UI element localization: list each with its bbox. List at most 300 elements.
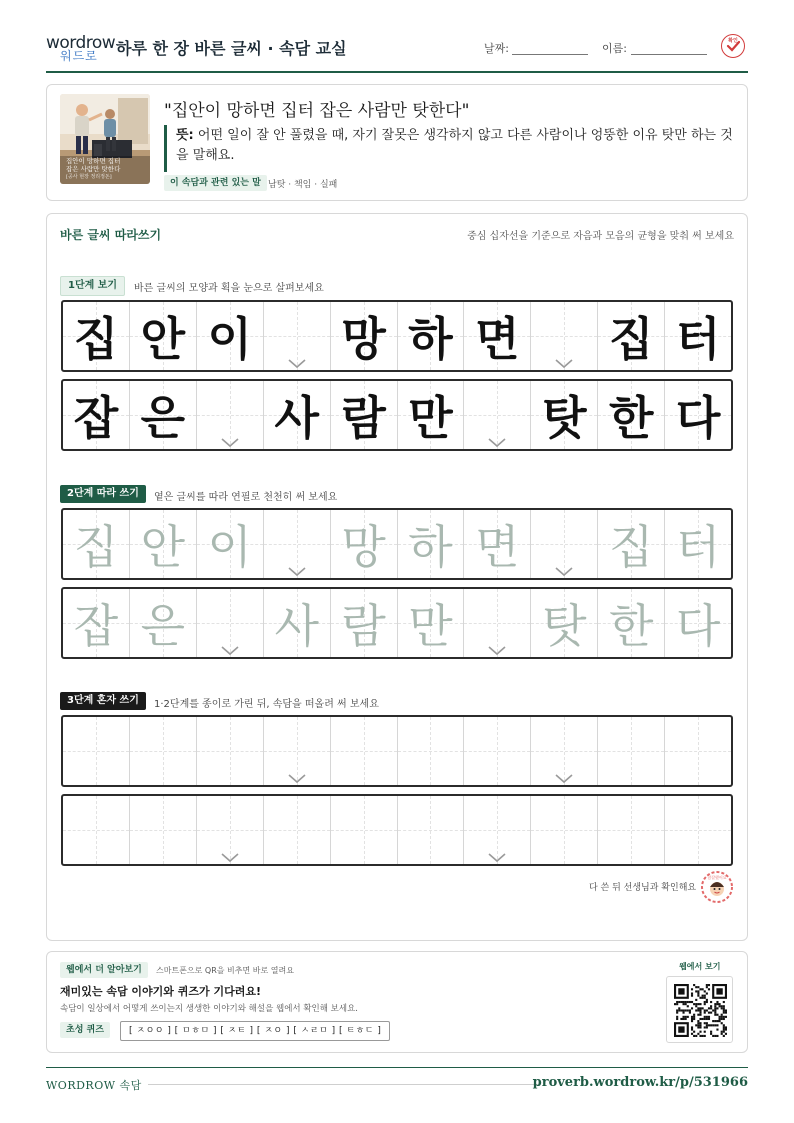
qr-module [699,988,701,990]
qr-module [706,999,708,1001]
practice-char: 은 [140,391,186,445]
header-divider [46,71,748,73]
qr-module [723,1018,725,1020]
qr-module [723,1035,725,1037]
quiz-label-badge: 초성 퀴즈 [60,1022,110,1038]
qr-module [689,1009,691,1011]
footer-brand: WORDROW 속담 [46,1079,142,1092]
qr-module [725,1009,727,1011]
practice-cell[interactable] [665,510,731,578]
practice-char: 탓 [542,391,587,445]
qr-module [682,1003,684,1005]
qr-module [689,1001,691,1003]
qr-module [716,1007,718,1009]
qr-module [693,1018,695,1020]
qr-module [693,1014,695,1016]
space-cell [197,381,264,449]
qr-module [706,1018,708,1020]
date-label: 날짜: [484,42,509,55]
practice-char: 다 [675,391,721,445]
step3-row-1[interactable] [61,715,733,787]
qr-module [704,1026,706,1028]
qr-module [714,1014,716,1016]
space-marker-icon [555,769,573,779]
step1-desc: 바른 글씨의 모양과 획을 눈으로 살펴보세요 [134,283,324,294]
qr-module [693,1016,695,1018]
page-title: 하루 한 장 바른 글씨 · 속담 교실 [116,39,347,58]
step1-row-2 [61,379,733,451]
practice-char: 잡 [73,391,119,445]
qr-module [676,1012,678,1014]
qr-module [691,988,693,990]
practice-char: 만 [408,391,453,445]
practice-cell[interactable] [130,717,197,785]
practice-cell[interactable] [398,589,465,657]
practice-char: 하 [408,312,453,366]
space-marker-icon [555,562,573,572]
qr-module [682,1018,684,1020]
web-headline: 재미있는 속담 이야기와 퀴즈가 기다려요! [60,985,261,998]
practice-char: 터 [675,312,721,366]
qr-module [687,1009,689,1011]
step3-badge: 3단계 혼자 쓰기 [60,692,146,710]
practice-char: 집 [73,312,119,366]
qr-module [723,1031,725,1033]
step1-row-1 [61,300,733,372]
qr-module [699,1026,701,1028]
qr-module [697,1026,699,1028]
qr-module [721,1014,723,1016]
practice-cell[interactable] [63,717,130,785]
practice-cell [398,381,465,449]
qr-module [704,1022,706,1024]
step2-row-1[interactable] [61,508,733,580]
space-marker-icon [288,562,306,572]
practice-title: 바른 글씨 따라쓰기 [60,228,162,242]
practice-cell[interactable] [665,589,731,657]
practice-cell[interactable] [598,796,665,864]
qr-module [710,1001,712,1003]
qr-module [697,995,699,997]
practice-cell [130,381,197,449]
space-marker-icon [221,848,239,858]
practice-cell[interactable] [197,510,264,578]
practice-cell[interactable] [398,510,465,578]
qr-module [721,1031,723,1033]
qr-module [676,1009,678,1011]
practice-char: 람 [341,391,386,445]
qr-label: 웹에서 보기 [679,962,721,971]
qr-module [702,995,704,997]
qr-module [693,984,695,986]
chosung-quiz-box: [ ㅈㅇㅇ ] [ ㅁㅎㅁ ] [ ㅈㅌ ] [ ㅈㅇ ] [ ㅅㄹㅁ ] [ ㅌㅎㄷ ] [120,1021,390,1041]
qr-module [695,1024,697,1026]
qr-module [697,992,699,994]
practice-char: 망 [341,312,386,366]
space-marker-icon [488,641,506,651]
practice-char: 면 [475,312,520,366]
qr-module [706,1009,708,1011]
teacher-check-text: 다 쓴 뒤 선생님과 확인해요 [589,883,697,893]
qr-module [721,1018,723,1020]
practice-cell[interactable] [464,717,531,785]
qr-module [704,995,706,997]
qr-module [714,1005,716,1007]
qr-module [699,1035,701,1037]
practice-cell[interactable] [331,510,398,578]
logo-korean: 워드로 [60,49,98,63]
space-cell[interactable] [264,510,331,578]
step3-row-2[interactable] [61,794,733,866]
qr-module [687,1005,689,1007]
space-cell[interactable] [264,717,331,785]
practice-char: 한 [608,599,654,653]
space-cell[interactable] [464,796,531,864]
qr-module [699,1007,701,1009]
qr-module [723,1007,725,1009]
related-label-badge: 이 속담과 관련 있는 말 [164,175,267,191]
qr-module [719,1016,721,1018]
qr-module [685,1003,687,1005]
qr-module [676,1018,678,1020]
proverb-text: "집안이 망하면 집터 잡은 사람만 탓한다" [164,101,470,121]
practice-char: 집 [73,520,119,574]
qr-module [695,990,697,992]
practice-cell[interactable] [598,510,665,578]
qr-module [693,1035,695,1037]
space-cell[interactable] [197,589,264,657]
qr-module [682,1009,684,1011]
qr-module [691,1020,693,1022]
qr-module [723,1009,725,1011]
qr-module [704,1035,706,1037]
qr-module [699,1009,701,1011]
qr-module [706,1022,708,1024]
qr-module [714,1035,716,1037]
practice-cell [464,302,531,370]
qr-module [678,1001,680,1003]
qr-module [704,1018,706,1020]
practice-cell [63,381,130,449]
qr-module [704,990,706,992]
qr-module [678,1007,680,1009]
qr-module [710,1007,712,1009]
practice-cell[interactable] [464,510,531,578]
qr-module [716,1003,718,1005]
practice-cell [598,381,665,449]
qr-module [702,1007,704,1009]
practice-cell[interactable] [331,717,398,785]
qr-module [697,1024,699,1026]
practice-cell[interactable] [331,589,398,657]
name-field[interactable] [631,54,707,55]
practice-char: 만 [408,599,453,653]
qr-module [706,1001,708,1003]
qr-module [685,1016,687,1018]
space-marker-icon [221,433,239,443]
practice-cell [331,302,398,370]
qr-module [723,1029,725,1031]
qr-module [725,1026,727,1028]
qr-module [716,1020,718,1022]
logo-wordmark: wordrow [46,33,116,53]
practice-cell [264,381,331,449]
qr-module [712,1024,714,1026]
practice-cell[interactable] [264,796,331,864]
thumb-caption-1: 집안이 망하면 집터 [66,157,121,165]
space-marker-icon [488,848,506,858]
practice-cell[interactable] [531,796,598,864]
qr-module [708,1024,710,1026]
qr-module [704,1016,706,1018]
step2-row-2[interactable] [61,587,733,659]
footer-url[interactable]: proverb.wordrow.kr/p/531966 [532,1075,748,1090]
practice-cell [197,302,264,370]
qr-module [699,1018,701,1020]
practice-char: 하 [408,520,453,574]
qr-module [680,1018,682,1020]
qr-module [697,1009,699,1011]
qr-module [687,1001,689,1003]
qr-module [704,1001,706,1003]
practice-cell[interactable] [598,717,665,785]
qr-module [723,1024,725,1026]
qr-module [712,1009,714,1011]
qr-code-icon[interactable] [666,976,733,1043]
practice-cell[interactable] [130,589,197,657]
meaning-label: 뜻: [176,128,194,143]
qr-module [695,999,697,1001]
qr-module [697,1014,699,1016]
teacher-badge-icon [701,871,733,903]
qr-module [697,1033,699,1035]
check-stamp-icon [721,34,745,58]
qr-module [710,1033,712,1035]
date-field[interactable] [512,54,588,55]
qr-module [704,1031,706,1033]
qr-module [723,1016,725,1018]
qr-module [697,986,699,988]
qr-module [714,1024,716,1026]
qr-module [691,1029,693,1031]
qr-module [716,1029,718,1031]
practice-cell[interactable] [264,589,331,657]
qr-module [702,997,704,999]
thumb-caption-2: 잡은 사람만 탓한다 [66,165,121,173]
qr-module [695,1003,697,1005]
practice-cell[interactable] [665,796,731,864]
qr-module [699,1012,701,1014]
practice-char: 람 [341,599,386,653]
qr-module [702,1035,704,1037]
step2-badge: 2단계 따라 쓰기 [60,485,146,503]
qr-module [685,1001,687,1003]
qr-module [708,1018,710,1020]
qr-module [682,1016,684,1018]
practice-char: 터 [675,520,721,574]
practice-cell[interactable] [665,717,731,785]
space-cell [264,302,331,370]
practice-char: 잡 [73,599,119,653]
qr-module [704,1012,706,1014]
practice-char: 집 [608,520,654,574]
practice-cell [665,381,731,449]
practice-char: 집 [608,312,654,366]
qr-module [719,1005,721,1007]
practice-cell [531,381,598,449]
practice-char: 사 [274,599,319,653]
qr-module [699,1003,701,1005]
space-marker-icon [288,354,306,364]
qr-module [712,1020,714,1022]
meaning-text: 어떤 일이 잘 안 풀렸을 때, 자기 잘못은 생각하지 않고 다른 사람이나 엉뚱한 이유 탓만 하는 것을 말해요. [176,128,733,163]
step1-badge: 1단계 보기 [60,276,125,296]
qr-module [706,992,708,994]
qr-module [714,1012,716,1014]
step2-desc: 옅은 글씨를 따라 연필로 천천히 써 보세요 [154,492,338,503]
qr-module [682,1001,684,1003]
qr-module [714,1007,716,1009]
web-sub-text: 스마트폰으로 QR을 비추면 바로 열려요 [156,966,294,975]
qr-module [693,1031,695,1033]
qr-module [699,1031,701,1033]
web-description: 속담이 일상에서 어떻게 쓰이는지 생생한 이야기와 해설을 웹에서 확인해 보세요. [60,1004,358,1014]
qr-module [689,1012,691,1014]
qr-module [719,1003,721,1005]
practice-cell[interactable] [63,589,130,657]
qr-module [714,1009,716,1011]
practice-cell[interactable] [398,796,465,864]
practice-char: 안 [140,312,186,366]
qr-module [691,1001,693,1003]
qr-module [697,1020,699,1022]
stamp-text: 확인 [728,38,738,44]
qr-module [691,1007,693,1009]
practice-cell[interactable] [531,589,598,657]
qr-module [721,1033,723,1035]
space-cell[interactable] [464,589,531,657]
qr-module [697,1003,699,1005]
qr-module [680,1001,682,1003]
practice-char: 다 [675,599,721,653]
practice-char: 망 [341,520,386,574]
qr-module [721,1022,723,1024]
practice-char: 탓 [542,599,587,653]
space-cell[interactable] [531,510,598,578]
practice-char: 은 [140,599,186,653]
qr-module [704,1009,706,1011]
footer-divider [46,1067,748,1068]
practice-cell[interactable] [63,796,130,864]
practice-char: 면 [475,520,520,574]
qr-module [706,986,708,988]
qr-module [725,1012,727,1014]
practice-cell[interactable] [130,510,197,578]
qr-module [691,1018,693,1020]
qr-module [708,1007,710,1009]
qr-module [723,1012,725,1014]
space-marker-icon [288,769,306,779]
practice-cell[interactable] [197,717,264,785]
qr-module [721,1007,723,1009]
step3-desc: 1·2단계를 종이로 가린 뒤, 속담을 떠올려 써 보세요 [154,699,379,710]
qr-module [721,1016,723,1018]
web-more-badge: 웹에서 더 알아보기 [60,962,148,978]
qr-module [710,1012,712,1014]
related-words: 남탓 · 책임 · 실패 [268,180,338,190]
practice-cell [398,302,465,370]
qr-module [710,1005,712,1007]
qr-module [708,1012,710,1014]
qr-module [714,1003,716,1005]
qr-module [721,1005,723,1007]
qr-module [716,1035,718,1037]
space-marker-icon [555,354,573,364]
proverb-illustration [60,94,150,184]
practice-cell [665,302,731,370]
qr-module [716,1024,718,1026]
qr-module [676,1016,678,1018]
space-cell[interactable] [531,717,598,785]
qr-module [704,997,706,999]
qr-module [695,1005,697,1007]
qr-module [695,986,697,988]
name-label: 이름: [602,42,627,55]
practice-cell[interactable] [130,796,197,864]
space-cell [464,381,531,449]
qr-module [723,1001,725,1003]
qr-module [723,1005,725,1007]
qr-module [706,1016,708,1018]
qr-module [706,1026,708,1028]
qr-module [723,1026,725,1028]
thumb-caption-3: [공사 현장 정리정돈] [66,174,112,180]
practice-hint: 중심 십자선을 기준으로 자음과 모음의 균형을 맞춰 써 보세요 [467,231,734,242]
qr-module [691,1033,693,1035]
qr-module [714,1020,716,1022]
meaning-block [176,126,736,166]
qr-module [691,1016,693,1018]
qr-module [697,1022,699,1024]
qr-module [719,1020,721,1022]
practice-cell[interactable] [63,510,130,578]
practice-cell[interactable] [331,796,398,864]
practice-cell[interactable] [398,717,465,785]
qr-module [687,1016,689,1018]
wordrow-logo [46,33,116,63]
qr-module [699,1022,701,1024]
teacher-badge-text: 참잘했어요 [707,875,727,880]
practice-cell [130,302,197,370]
space-cell[interactable] [197,796,264,864]
qr-module [697,990,699,992]
qr-module [685,1018,687,1020]
qr-module [702,1018,704,1020]
qr-module [695,1009,697,1011]
qr-module [725,1029,727,1031]
qr-module [691,992,693,994]
qr-module [708,988,710,990]
qr-module [708,984,710,986]
qr-module [716,1001,718,1003]
qr-module [706,1024,708,1026]
qr-module [678,1009,680,1011]
qr-module [680,1009,682,1011]
practice-cell[interactable] [598,589,665,657]
practice-char: 이 [207,520,252,574]
practice-char: 이 [207,312,252,366]
practice-cell [598,302,665,370]
